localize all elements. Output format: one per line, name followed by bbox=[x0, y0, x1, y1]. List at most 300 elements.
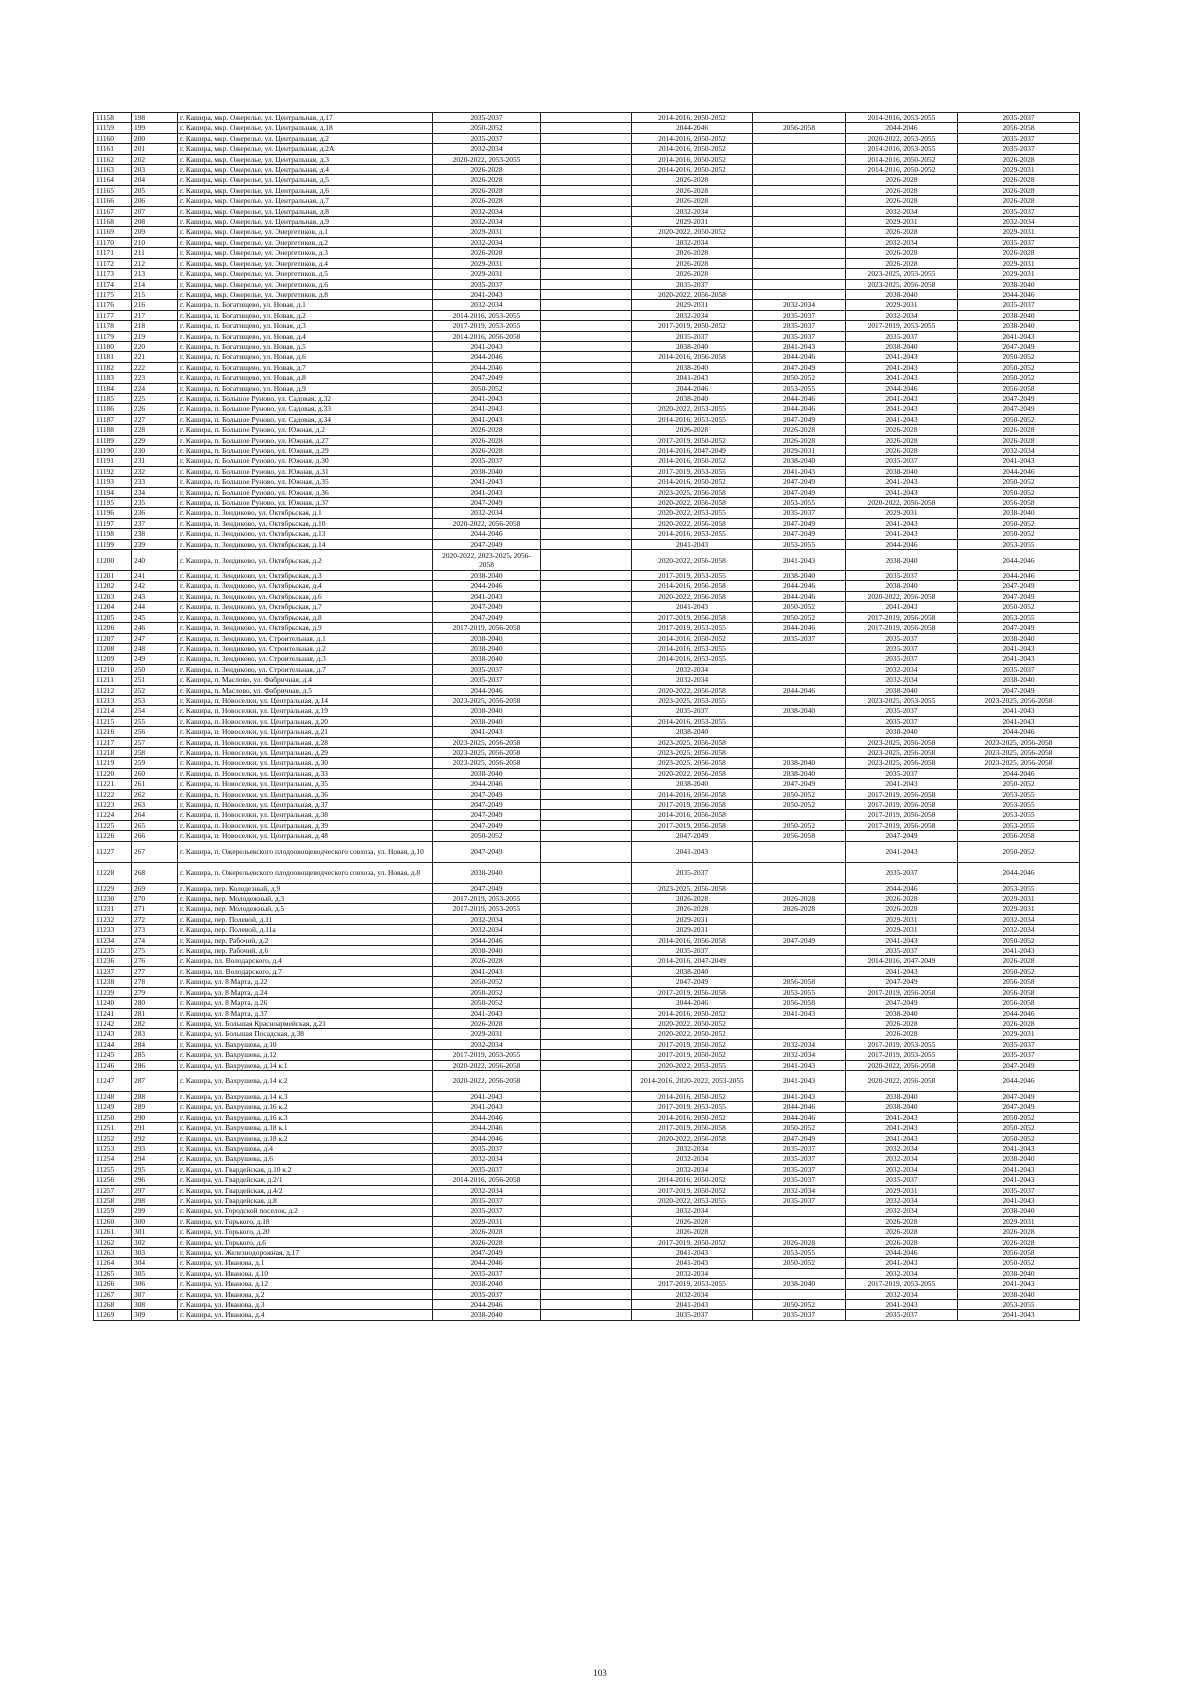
period-col-5-cell: 2041-2043 bbox=[846, 935, 958, 945]
period-col-2-cell bbox=[541, 675, 632, 685]
period-col-4-cell: 2047-2049 bbox=[753, 487, 846, 497]
address-cell: г. Кашира, ул. Большая Красноармейская, д.21 bbox=[178, 1018, 433, 1028]
period-col-5-cell: 2020-2022, 2056-2058 bbox=[846, 591, 958, 601]
table-row bbox=[94, 1123, 1080, 1133]
row-number-cell: 11183 bbox=[94, 373, 132, 383]
period-col-6-cell: 2035-2037 bbox=[958, 664, 1080, 674]
item-number-cell: 207 bbox=[132, 206, 178, 216]
period-col-5-cell: 2038-2040 bbox=[846, 341, 958, 351]
item-number-cell: 283 bbox=[132, 1029, 178, 1039]
period-col-4-cell: 2035-2037 bbox=[753, 1175, 846, 1185]
period-col-4-cell: 2032-2034 bbox=[753, 1185, 846, 1195]
row-number-cell: 11222 bbox=[94, 789, 132, 799]
period-col-6-cell: 2038-2040 bbox=[958, 508, 1080, 518]
period-col-6-cell: 2044-2046 bbox=[958, 289, 1080, 299]
period-col-4-cell bbox=[753, 841, 846, 862]
address-cell: г. Кашира, мкр. Ожерелье, ул. Энергетиков, д.3 bbox=[178, 248, 433, 258]
table-row bbox=[94, 602, 1080, 612]
address-cell: г. Кашира, п. Большое Руново, ул. Южная, д.37 bbox=[178, 498, 433, 508]
period-col-2-cell bbox=[541, 446, 632, 456]
item-number-cell: 200 bbox=[132, 133, 178, 143]
table-row bbox=[94, 1310, 1080, 1320]
period-col-1-cell: 2047-2049 bbox=[433, 789, 541, 799]
period-col-1-cell: 2020-2022, 2056-2058 bbox=[433, 518, 541, 528]
row-number-cell: 11261 bbox=[94, 1227, 132, 1237]
table-row bbox=[94, 341, 1080, 351]
row-number-cell: 11251 bbox=[94, 1123, 132, 1133]
period-col-2-cell bbox=[541, 1185, 632, 1195]
period-col-6-cell: 2038-2040 bbox=[958, 279, 1080, 289]
table-row bbox=[94, 279, 1080, 289]
period-col-3-cell: 2014-2016, 2047-2049 bbox=[632, 956, 753, 966]
table-row bbox=[94, 862, 1080, 883]
address-cell: г. Кашира, п. Большое Руново, ул. Южная, д.31 bbox=[178, 466, 433, 476]
period-col-1-cell: 2041-2043 bbox=[433, 1102, 541, 1112]
period-col-3-cell: 2020-2022, 2056-2058 bbox=[632, 498, 753, 508]
row-number-cell: 11189 bbox=[94, 435, 132, 445]
period-col-2-cell bbox=[541, 998, 632, 1008]
period-col-4-cell: 2032-2034 bbox=[753, 300, 846, 310]
table-row bbox=[94, 539, 1080, 549]
address-cell: г. Кашира, п. Богатищево, ул. Новая, д.3 bbox=[178, 321, 433, 331]
address-cell: г. Кашира, пл. Володарского, д.7 bbox=[178, 966, 433, 976]
period-col-4-cell: 2053-2055 bbox=[753, 987, 846, 997]
period-col-4-cell: 2038-2040 bbox=[753, 706, 846, 716]
address-cell: г. Кашира, п. Большое Руново, ул. Южная, д.36 bbox=[178, 487, 433, 497]
row-number-cell: 11174 bbox=[94, 279, 132, 289]
address-cell: г. Кашира, п. Новоселки, ул. Центральная, д.21 bbox=[178, 727, 433, 737]
period-col-4-cell: 2038-2040 bbox=[753, 758, 846, 768]
period-col-3-cell: 2023-2025, 2056-2058 bbox=[632, 758, 753, 768]
table-row bbox=[94, 1206, 1080, 1216]
period-col-4-cell: 2056-2058 bbox=[753, 998, 846, 1008]
period-col-4-cell: 2032-2034 bbox=[753, 1050, 846, 1060]
period-col-2-cell bbox=[541, 1258, 632, 1268]
period-col-5-cell: 2029-2031 bbox=[846, 508, 958, 518]
row-number-cell: 11265 bbox=[94, 1268, 132, 1278]
period-col-6-cell: 2044-2046 bbox=[958, 550, 1080, 571]
address-cell: г. Кашира, мкр. Ожерелье, ул. Энергетиков, д.8 bbox=[178, 289, 433, 299]
period-col-1-cell: 2038-2040 bbox=[433, 466, 541, 476]
period-col-5-cell: 2035-2037 bbox=[846, 706, 958, 716]
period-col-3-cell: 2020-2022, 2053-2055 bbox=[632, 404, 753, 414]
period-col-2-cell bbox=[541, 362, 632, 372]
period-col-4-cell bbox=[753, 227, 846, 237]
item-number-cell: 298 bbox=[132, 1196, 178, 1206]
table-row bbox=[94, 446, 1080, 456]
address-cell: г. Кашира, ул. Вахрушева, д.4 bbox=[178, 1143, 433, 1153]
table-row bbox=[94, 227, 1080, 237]
address-cell: г. Кашира, пер. Рабочий, д.6 bbox=[178, 946, 433, 956]
period-col-6-cell: 2050-2052 bbox=[958, 1112, 1080, 1122]
table-row bbox=[94, 914, 1080, 924]
period-col-3-cell: 2014-2016, 2050-2052 bbox=[632, 477, 753, 487]
period-col-5-cell: 2044-2046 bbox=[846, 383, 958, 393]
row-number-cell: 11214 bbox=[94, 706, 132, 716]
item-number-cell: 257 bbox=[132, 737, 178, 747]
row-number-cell: 11263 bbox=[94, 1248, 132, 1258]
period-col-4-cell: 2035-2037 bbox=[753, 321, 846, 331]
period-col-2-cell bbox=[541, 300, 632, 310]
period-col-2-cell bbox=[541, 227, 632, 237]
item-number-cell: 227 bbox=[132, 414, 178, 424]
period-col-2-cell bbox=[541, 237, 632, 247]
period-col-6-cell: 2053-2055 bbox=[958, 820, 1080, 830]
address-cell: г. Кашира, п. Большое Руново, ул. Садовая, д.33 bbox=[178, 404, 433, 414]
row-number-cell: 11195 bbox=[94, 498, 132, 508]
row-number-cell: 11244 bbox=[94, 1039, 132, 1049]
address-cell: г. Кашира, п. Богатищево, ул. Новая, д.2 bbox=[178, 310, 433, 320]
row-number-cell: 11216 bbox=[94, 727, 132, 737]
period-col-1-cell: 2035-2037 bbox=[433, 133, 541, 143]
period-col-1-cell: 2044-2046 bbox=[433, 1123, 541, 1133]
period-col-1-cell: 2026-2028 bbox=[433, 1227, 541, 1237]
period-col-4-cell: 2035-2037 bbox=[753, 331, 846, 341]
period-col-3-cell: 2014-2016, 2050-2052 bbox=[632, 456, 753, 466]
period-col-6-cell: 2038-2040 bbox=[958, 310, 1080, 320]
period-col-3-cell: 2017-2019, 2050-2052 bbox=[632, 1185, 753, 1195]
period-col-4-cell bbox=[753, 862, 846, 883]
row-number-cell: 11190 bbox=[94, 446, 132, 456]
table-row bbox=[94, 1050, 1080, 1060]
period-col-2-cell bbox=[541, 1154, 632, 1164]
item-number-cell: 201 bbox=[132, 144, 178, 154]
period-col-2-cell bbox=[541, 633, 632, 643]
period-col-3-cell: 2014-2016, 2053-2055 bbox=[632, 529, 753, 539]
period-col-6-cell: 2050-2052 bbox=[958, 487, 1080, 497]
item-number-cell: 276 bbox=[132, 956, 178, 966]
period-col-6-cell: 2035-2037 bbox=[958, 1050, 1080, 1060]
period-col-4-cell: 2035-2037 bbox=[753, 1164, 846, 1174]
period-col-1-cell: 2041-2043 bbox=[433, 727, 541, 737]
period-col-5-cell: 2023-2025, 2056-2058 bbox=[846, 747, 958, 757]
period-col-4-cell: 2041-2043 bbox=[753, 1070, 846, 1091]
row-number-cell: 11169 bbox=[94, 227, 132, 237]
period-col-6-cell: 2050-2052 bbox=[958, 935, 1080, 945]
period-col-2-cell bbox=[541, 591, 632, 601]
period-col-6-cell: 2056-2058 bbox=[958, 831, 1080, 841]
period-col-2-cell bbox=[541, 466, 632, 476]
period-col-5-cell: 2041-2043 bbox=[846, 779, 958, 789]
period-col-6-cell: 2041-2043 bbox=[958, 643, 1080, 653]
address-cell: г. Кашира, ул. Вахрушева, д.12 bbox=[178, 1050, 433, 1060]
period-col-2-cell bbox=[541, 217, 632, 227]
period-col-2-cell bbox=[541, 716, 632, 726]
row-number-cell: 11187 bbox=[94, 414, 132, 424]
period-col-3-cell: 2035-2037 bbox=[632, 862, 753, 883]
period-col-4-cell bbox=[753, 144, 846, 154]
table-row bbox=[94, 727, 1080, 737]
period-col-2-cell bbox=[541, 1164, 632, 1174]
period-col-3-cell: 2032-2034 bbox=[632, 675, 753, 685]
period-col-4-cell: 2035-2037 bbox=[753, 1196, 846, 1206]
item-number-cell: 271 bbox=[132, 904, 178, 914]
period-col-1-cell: 2044-2046 bbox=[433, 685, 541, 695]
address-cell: г. Кашира, п. Большое Руново, ул. Южная, д.35 bbox=[178, 477, 433, 487]
item-number-cell: 202 bbox=[132, 154, 178, 164]
item-number-cell: 209 bbox=[132, 227, 178, 237]
period-col-1-cell: 2047-2049 bbox=[433, 883, 541, 893]
period-col-1-cell: 2026-2028 bbox=[433, 1237, 541, 1247]
period-col-4-cell: 2047-2049 bbox=[753, 529, 846, 539]
table-row bbox=[94, 810, 1080, 820]
item-number-cell: 251 bbox=[132, 675, 178, 685]
period-col-2-cell bbox=[541, 1196, 632, 1206]
period-col-3-cell: 2020-2022, 2056-2058 bbox=[632, 289, 753, 299]
period-col-5-cell: 2047-2049 bbox=[846, 998, 958, 1008]
period-col-2-cell bbox=[541, 987, 632, 997]
period-col-2-cell bbox=[541, 498, 632, 508]
address-cell: г. Кашира, мкр. Ожерелье, ул. Энергетиков, д.6 bbox=[178, 279, 433, 289]
period-col-3-cell: 2014-2016, 2050-2052 bbox=[632, 133, 753, 143]
table-row bbox=[94, 1143, 1080, 1153]
period-col-3-cell: 2032-2034 bbox=[632, 206, 753, 216]
table-row bbox=[94, 383, 1080, 393]
period-col-3-cell: 2029-2031 bbox=[632, 300, 753, 310]
row-number-cell: 11201 bbox=[94, 571, 132, 581]
address-cell: г. Кашира, мкр. Ожерелье, ул. Центральная, д.4 bbox=[178, 165, 433, 175]
item-number-cell: 280 bbox=[132, 998, 178, 1008]
period-col-3-cell: 2014-2016, 2050-2052 bbox=[632, 1008, 753, 1018]
period-col-3-cell: 2020-2022, 2056-2058 bbox=[632, 518, 753, 528]
row-number-cell: 11176 bbox=[94, 300, 132, 310]
address-cell: г. Кашира, п. Зендиково, ул. Октябрьская, д.8 bbox=[178, 612, 433, 622]
row-number-cell: 11224 bbox=[94, 810, 132, 820]
address-cell: г. Кашира, п. Зендиково, ул. Октябрьская, д.14 bbox=[178, 539, 433, 549]
address-cell: г. Кашира, ул. Городской поселок, д.2 bbox=[178, 1206, 433, 1216]
period-col-1-cell: 2038-2040 bbox=[433, 716, 541, 726]
period-col-6-cell: 2050-2052 bbox=[958, 966, 1080, 976]
table-row bbox=[94, 206, 1080, 216]
period-col-5-cell: 2026-2028 bbox=[846, 258, 958, 268]
period-col-5-cell: 2029-2031 bbox=[846, 925, 958, 935]
period-col-4-cell bbox=[753, 133, 846, 143]
period-col-1-cell: 2026-2028 bbox=[433, 435, 541, 445]
row-number-cell: 11188 bbox=[94, 425, 132, 435]
period-col-3-cell: 2014-2016, 2053-2055 bbox=[632, 643, 753, 653]
item-number-cell: 198 bbox=[132, 113, 178, 123]
period-col-2-cell bbox=[541, 1112, 632, 1122]
period-col-5-cell: 2041-2043 bbox=[846, 1123, 958, 1133]
period-col-3-cell: 2017-2019, 2056-2058 bbox=[632, 800, 753, 810]
period-col-6-cell: 2050-2052 bbox=[958, 529, 1080, 539]
period-col-3-cell: 2029-2031 bbox=[632, 217, 753, 227]
period-col-3-cell: 2020-2022, 2056-2058 bbox=[632, 685, 753, 695]
period-col-2-cell bbox=[541, 383, 632, 393]
table-row bbox=[94, 1258, 1080, 1268]
period-col-3-cell: 2038-2040 bbox=[632, 779, 753, 789]
period-col-5-cell: 2035-2037 bbox=[846, 643, 958, 653]
period-col-6-cell: 2023-2025, 2056-2058 bbox=[958, 695, 1080, 705]
period-col-4-cell: 2047-2049 bbox=[753, 477, 846, 487]
period-col-4-cell bbox=[753, 269, 846, 279]
row-number-cell: 11264 bbox=[94, 1258, 132, 1268]
period-col-4-cell: 2035-2037 bbox=[753, 1143, 846, 1153]
period-col-5-cell: 2044-2046 bbox=[846, 539, 958, 549]
row-number-cell: 11208 bbox=[94, 643, 132, 653]
period-col-1-cell: 2026-2028 bbox=[433, 425, 541, 435]
period-col-6-cell: 2035-2037 bbox=[958, 300, 1080, 310]
period-col-6-cell: 2047-2049 bbox=[958, 685, 1080, 695]
period-col-1-cell: 2023-2025, 2056-2058 bbox=[433, 758, 541, 768]
period-col-4-cell bbox=[753, 747, 846, 757]
period-col-2-cell bbox=[541, 612, 632, 622]
period-col-1-cell: 2017-2019, 2053-2055 bbox=[433, 894, 541, 904]
period-col-6-cell: 2038-2040 bbox=[958, 1154, 1080, 1164]
period-col-5-cell: 2038-2040 bbox=[846, 550, 958, 571]
period-col-4-cell: 2035-2037 bbox=[753, 1154, 846, 1164]
item-number-cell: 288 bbox=[132, 1091, 178, 1101]
period-col-5-cell: 2017-2019, 2056-2058 bbox=[846, 789, 958, 799]
period-col-4-cell: 2041-2043 bbox=[753, 1060, 846, 1070]
period-col-5-cell: 2041-2043 bbox=[846, 841, 958, 862]
period-col-4-cell bbox=[753, 737, 846, 747]
period-col-6-cell: 2023-2025, 2056-2058 bbox=[958, 737, 1080, 747]
period-col-6-cell: 2053-2055 bbox=[958, 789, 1080, 799]
row-number-cell: 11257 bbox=[94, 1185, 132, 1195]
period-col-3-cell: 2017-2019, 2050-2052 bbox=[632, 1050, 753, 1060]
period-col-4-cell bbox=[753, 248, 846, 258]
period-col-5-cell: 2041-2043 bbox=[846, 602, 958, 612]
period-col-1-cell: 2017-2019, 2053-2055 bbox=[433, 1050, 541, 1060]
period-col-5-cell: 2014-2016, 2047-2049 bbox=[846, 956, 958, 966]
period-col-4-cell: 2047-2049 bbox=[753, 935, 846, 945]
table-row bbox=[94, 1279, 1080, 1289]
table-row bbox=[94, 768, 1080, 778]
row-number-cell: 11211 bbox=[94, 675, 132, 685]
period-col-3-cell: 2041-2043 bbox=[632, 1300, 753, 1310]
row-number-cell: 11259 bbox=[94, 1206, 132, 1216]
period-col-1-cell: 2026-2028 bbox=[433, 446, 541, 456]
period-col-2-cell bbox=[541, 695, 632, 705]
period-col-2-cell bbox=[541, 768, 632, 778]
period-col-6-cell: 2035-2037 bbox=[958, 113, 1080, 123]
period-col-2-cell bbox=[541, 737, 632, 747]
period-col-5-cell: 2026-2028 bbox=[846, 227, 958, 237]
table-row bbox=[94, 1091, 1080, 1101]
period-col-1-cell: 2038-2040 bbox=[433, 643, 541, 653]
row-number-cell: 11243 bbox=[94, 1029, 132, 1039]
period-col-3-cell: 2041-2043 bbox=[632, 841, 753, 862]
item-number-cell: 297 bbox=[132, 1185, 178, 1195]
item-number-cell: 212 bbox=[132, 258, 178, 268]
address-cell: г. Кашира, мкр. Ожерелье, ул. Центральная, д.18 bbox=[178, 123, 433, 133]
period-col-4-cell bbox=[753, 1018, 846, 1028]
period-col-1-cell: 2041-2043 bbox=[433, 1008, 541, 1018]
period-col-2-cell bbox=[541, 144, 632, 154]
period-col-4-cell: 2035-2037 bbox=[753, 633, 846, 643]
table-row bbox=[94, 1154, 1080, 1164]
period-col-5-cell: 2029-2031 bbox=[846, 217, 958, 227]
period-col-5-cell: 2041-2043 bbox=[846, 373, 958, 383]
item-number-cell: 287 bbox=[132, 1070, 178, 1091]
item-number-cell: 206 bbox=[132, 196, 178, 206]
item-number-cell: 233 bbox=[132, 477, 178, 487]
row-number-cell: 11221 bbox=[94, 779, 132, 789]
period-col-4-cell bbox=[753, 654, 846, 664]
period-col-3-cell: 2023-2025, 2056-2058 bbox=[632, 883, 753, 893]
period-col-4-cell: 2041-2043 bbox=[753, 550, 846, 571]
table-row bbox=[94, 237, 1080, 247]
period-col-6-cell: 2041-2043 bbox=[958, 1143, 1080, 1153]
period-col-6-cell: 2026-2028 bbox=[958, 185, 1080, 195]
period-col-1-cell: 2023-2025, 2056-2058 bbox=[433, 695, 541, 705]
item-number-cell: 255 bbox=[132, 716, 178, 726]
period-col-2-cell bbox=[541, 571, 632, 581]
address-cell: г. Кашира, п. Ожерельевского плодоовощеводческого совхоза, ул. Новая, д.10 bbox=[178, 841, 433, 862]
period-col-3-cell: 2032-2034 bbox=[632, 237, 753, 247]
period-col-5-cell: 2020-2022, 2056-2058 bbox=[846, 1060, 958, 1070]
period-col-2-cell bbox=[541, 133, 632, 143]
period-col-1-cell: 2023-2025, 2056-2058 bbox=[433, 737, 541, 747]
period-col-3-cell: 2017-2019, 2050-2052 bbox=[632, 435, 753, 445]
period-col-4-cell: 2038-2040 bbox=[753, 768, 846, 778]
period-col-3-cell: 2020-2022, 2053-2055 bbox=[632, 1196, 753, 1206]
item-number-cell: 296 bbox=[132, 1175, 178, 1185]
period-col-2-cell bbox=[541, 341, 632, 351]
period-col-2-cell bbox=[541, 165, 632, 175]
period-col-6-cell: 2041-2043 bbox=[958, 1175, 1080, 1185]
address-cell: г. Кашира, п. Новоселки, ул. Центральная, д.37 bbox=[178, 800, 433, 810]
period-col-5-cell: 2026-2028 bbox=[846, 196, 958, 206]
period-col-5-cell: 2017-2019, 2056-2058 bbox=[846, 623, 958, 633]
address-cell: г. Кашира, п. Новоселки, ул. Центральная, д.35 bbox=[178, 779, 433, 789]
row-number-cell: 11233 bbox=[94, 925, 132, 935]
table-row bbox=[94, 1227, 1080, 1237]
period-col-3-cell: 2017-2019, 2050-2052 bbox=[632, 321, 753, 331]
period-col-1-cell: 2020-2022, 2056-2058 bbox=[433, 1060, 541, 1070]
address-cell: г. Кашира, п. Зендиково, ул. Строительная, д.1 bbox=[178, 633, 433, 643]
period-col-2-cell bbox=[541, 1289, 632, 1299]
period-col-6-cell: 2050-2052 bbox=[958, 362, 1080, 372]
period-col-2-cell bbox=[541, 862, 632, 883]
period-col-5-cell: 2038-2040 bbox=[846, 1008, 958, 1018]
period-col-2-cell bbox=[541, 883, 632, 893]
row-number-cell: 11232 bbox=[94, 914, 132, 924]
period-col-3-cell: 2026-2028 bbox=[632, 904, 753, 914]
period-col-2-cell bbox=[541, 393, 632, 403]
row-number-cell: 11197 bbox=[94, 518, 132, 528]
period-col-4-cell: 2044-2046 bbox=[753, 1112, 846, 1122]
period-col-2-cell bbox=[541, 914, 632, 924]
address-cell: г. Кашира, ул. 8 Марта, д.24 bbox=[178, 987, 433, 997]
period-col-4-cell: 2035-2037 bbox=[753, 310, 846, 320]
period-col-2-cell bbox=[541, 1248, 632, 1258]
table-row bbox=[94, 456, 1080, 466]
row-number-cell: 11172 bbox=[94, 258, 132, 268]
period-col-1-cell: 2038-2040 bbox=[433, 862, 541, 883]
item-number-cell: 268 bbox=[132, 862, 178, 883]
period-col-2-cell bbox=[541, 727, 632, 737]
item-number-cell: 272 bbox=[132, 914, 178, 924]
period-col-2-cell bbox=[541, 956, 632, 966]
table-row bbox=[94, 373, 1080, 383]
period-col-4-cell bbox=[753, 1268, 846, 1278]
row-number-cell: 11225 bbox=[94, 820, 132, 830]
period-col-5-cell: 2014-2016, 2053-2055 bbox=[846, 144, 958, 154]
address-cell: г. Кашира, мкр. Ожерелье, ул. Центральная, д.2А bbox=[178, 144, 433, 154]
period-col-2-cell bbox=[541, 1227, 632, 1237]
address-cell: г. Кашира, п. Большое Руново, ул. Южная, д.29 bbox=[178, 446, 433, 456]
table-row bbox=[94, 654, 1080, 664]
period-col-5-cell: 2026-2028 bbox=[846, 435, 958, 445]
period-col-2-cell bbox=[541, 289, 632, 299]
period-col-1-cell: 2047-2049 bbox=[433, 602, 541, 612]
period-col-6-cell: 2047-2049 bbox=[958, 1091, 1080, 1101]
period-col-1-cell: 2047-2049 bbox=[433, 373, 541, 383]
period-col-2-cell bbox=[541, 206, 632, 216]
period-col-1-cell: 2035-2037 bbox=[433, 1206, 541, 1216]
